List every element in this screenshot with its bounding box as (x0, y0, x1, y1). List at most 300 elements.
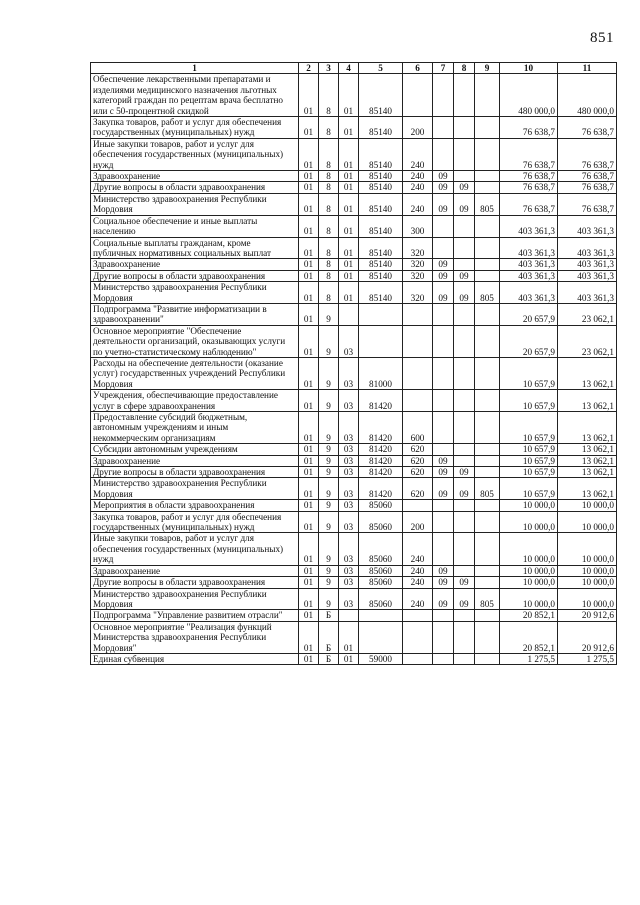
code-cell (433, 390, 454, 412)
code-cell: 620 (403, 478, 433, 500)
code-cell: 01 (299, 588, 319, 610)
code-cell: 09 (433, 478, 454, 500)
code-cell (475, 565, 500, 576)
code-cell: 03 (339, 467, 359, 478)
header-cell: 1 (91, 63, 299, 74)
table-row (91, 577, 617, 588)
code-cell: 59000 (359, 653, 403, 664)
table-body (91, 74, 617, 665)
amount-cell: 10 000,0 (500, 511, 558, 533)
table-row (91, 588, 617, 610)
code-cell: 9 (319, 533, 339, 565)
code-cell (475, 390, 500, 412)
table-row (91, 138, 617, 170)
code-cell: 85060 (359, 533, 403, 565)
code-cell: 03 (339, 511, 359, 533)
header-cell: 8 (454, 63, 475, 74)
code-cell: 240 (403, 193, 433, 215)
code-cell: 200 (403, 511, 433, 533)
amount-cell: 10 000,0 (558, 511, 617, 533)
code-cell: 8 (319, 282, 339, 304)
row-name-cell: Подпрограмма "Развитие информатизации в здравоохранении" (91, 303, 299, 325)
code-cell (475, 533, 500, 565)
row-name-cell: Единая субвенция (91, 653, 299, 664)
amount-cell: 76 638,7 (558, 171, 617, 182)
code-cell (475, 182, 500, 193)
code-cell (454, 325, 475, 357)
code-cell: 09 (433, 193, 454, 215)
code-cell: 01 (299, 467, 319, 478)
row-name-cell: Здравоохранение (91, 565, 299, 576)
row-name-cell: Мероприятия в области здравоохранения (91, 500, 299, 511)
code-cell: 85060 (359, 565, 403, 576)
budget-table (90, 62, 617, 665)
code-cell (433, 74, 454, 117)
code-cell: 240 (403, 533, 433, 565)
code-cell (359, 325, 403, 357)
code-cell: 01 (339, 621, 359, 653)
row-name-cell: Другие вопросы в области здравоохранения (91, 467, 299, 478)
code-cell: 09 (433, 270, 454, 281)
code-cell: 09 (454, 588, 475, 610)
amount-cell: 20 912,6 (558, 621, 617, 653)
row-name-cell: Здравоохранение (91, 259, 299, 270)
code-cell (475, 467, 500, 478)
code-cell (433, 500, 454, 511)
code-cell: 85140 (359, 182, 403, 193)
row-name-cell: Предоставление субсидий бюджетным, автономным учреждениям и иным некоммерческим организациям (91, 412, 299, 444)
code-cell (475, 325, 500, 357)
code-cell: 09 (433, 467, 454, 478)
amount-cell: 403 361,3 (500, 270, 558, 281)
row-name-cell: Другие вопросы в области здравоохранения (91, 577, 299, 588)
amount-cell: 10 657,9 (500, 444, 558, 455)
row-name-cell: Министерство здравоохранения Республики Мордовия (91, 282, 299, 304)
code-cell: 01 (299, 577, 319, 588)
table-row (91, 259, 617, 270)
code-cell: 9 (319, 588, 339, 610)
code-cell: 01 (299, 621, 319, 653)
code-cell: 9 (319, 325, 339, 357)
code-cell: 9 (319, 455, 339, 466)
code-cell (454, 565, 475, 576)
code-cell (454, 171, 475, 182)
code-cell: 240 (403, 565, 433, 576)
amount-cell: 76 638,7 (558, 193, 617, 215)
code-cell: 01 (299, 565, 319, 576)
amount-cell: 10 000,0 (558, 588, 617, 610)
amount-cell: 10 657,9 (500, 390, 558, 412)
amount-cell: 23 062,1 (558, 325, 617, 357)
code-cell: 8 (319, 171, 339, 182)
code-cell (454, 500, 475, 511)
header-cell: 10 (500, 63, 558, 74)
code-cell (403, 325, 433, 357)
amount-cell: 13 062,1 (558, 390, 617, 412)
code-cell: 01 (299, 117, 319, 139)
code-cell: 01 (339, 171, 359, 182)
amount-cell: 10 657,9 (500, 455, 558, 466)
row-name-cell: Здравоохранение (91, 171, 299, 182)
code-cell (433, 444, 454, 455)
code-cell (433, 325, 454, 357)
code-cell: 9 (319, 357, 339, 389)
code-cell (359, 621, 403, 653)
row-name-cell: Здравоохранение (91, 455, 299, 466)
code-cell: 9 (319, 412, 339, 444)
amount-cell: 23 062,1 (558, 303, 617, 325)
table-row (91, 467, 617, 478)
code-cell (454, 511, 475, 533)
amount-cell: 403 361,3 (558, 237, 617, 259)
code-cell: 85140 (359, 117, 403, 139)
code-cell: 01 (339, 138, 359, 170)
code-cell: 01 (299, 455, 319, 466)
code-cell: 03 (339, 325, 359, 357)
header-cell: 3 (319, 63, 339, 74)
code-cell: 01 (299, 270, 319, 281)
code-cell: 09 (454, 467, 475, 478)
code-cell: 01 (339, 653, 359, 664)
code-cell: 03 (339, 478, 359, 500)
code-cell: 03 (339, 444, 359, 455)
row-name-cell: Расходы на обеспечение деятельности (оказание услуг) государственных учреждений Республики Мордовия (91, 357, 299, 389)
code-cell: 01 (299, 182, 319, 193)
code-cell: 09 (433, 455, 454, 466)
code-cell: 01 (339, 193, 359, 215)
table-row (91, 303, 617, 325)
table-row (91, 74, 617, 117)
code-cell: 240 (403, 138, 433, 170)
row-name-cell: Иные закупки товаров, работ и услуг для обеспечения государственных (муниципальных) нужд (91, 533, 299, 565)
code-cell: 85140 (359, 74, 403, 117)
code-cell: 620 (403, 444, 433, 455)
code-cell: 01 (299, 237, 319, 259)
code-cell: 8 (319, 117, 339, 139)
amount-cell: 10 000,0 (500, 533, 558, 565)
code-cell (359, 303, 403, 325)
code-cell: 01 (299, 303, 319, 325)
code-cell (454, 74, 475, 117)
amount-cell: 480 000,0 (558, 74, 617, 117)
code-cell (475, 444, 500, 455)
code-cell: 01 (339, 74, 359, 117)
header-cell: 2 (299, 63, 319, 74)
code-cell: Б (319, 621, 339, 653)
amount-cell: 76 638,7 (500, 182, 558, 193)
amount-cell: 76 638,7 (500, 117, 558, 139)
code-cell: 09 (433, 259, 454, 270)
code-cell (475, 138, 500, 170)
code-cell: 01 (299, 610, 319, 621)
code-cell: 01 (299, 325, 319, 357)
row-name-cell: Основное мероприятие "Обеспечение деятельности организаций, оказывающих услуги по учетно-статистическому наблюдению" (91, 325, 299, 357)
code-cell: 81420 (359, 444, 403, 455)
amount-cell: 76 638,7 (500, 138, 558, 170)
code-cell: 85060 (359, 577, 403, 588)
code-cell: 85140 (359, 270, 403, 281)
code-cell: 01 (299, 653, 319, 664)
code-cell: 81420 (359, 455, 403, 466)
code-cell: 620 (403, 455, 433, 466)
code-cell: 320 (403, 270, 433, 281)
table-row (91, 412, 617, 444)
code-cell: 81420 (359, 467, 403, 478)
header-row (91, 63, 617, 74)
code-cell: 320 (403, 259, 433, 270)
row-name-cell: Закупка товаров, работ и услуг для обеспечения государственных (муниципальных) нужд (91, 117, 299, 139)
code-cell: 01 (299, 193, 319, 215)
code-cell (433, 533, 454, 565)
amount-cell: 10 000,0 (558, 577, 617, 588)
code-cell: 09 (433, 588, 454, 610)
code-cell (433, 357, 454, 389)
code-cell: 09 (433, 182, 454, 193)
table-row (91, 325, 617, 357)
code-cell: 09 (433, 171, 454, 182)
table-row (91, 565, 617, 576)
code-cell (475, 610, 500, 621)
amount-cell: 13 062,1 (558, 478, 617, 500)
code-cell (454, 117, 475, 139)
code-cell (475, 500, 500, 511)
code-cell (433, 653, 454, 664)
code-cell (454, 610, 475, 621)
table-row (91, 621, 617, 653)
code-cell: 8 (319, 182, 339, 193)
amount-cell: 10 657,9 (500, 467, 558, 478)
row-name-cell: Социальные выплаты гражданам, кроме публичных нормативных социальных выплат (91, 237, 299, 259)
table-row (91, 282, 617, 304)
code-cell (475, 511, 500, 533)
code-cell: 01 (299, 259, 319, 270)
amount-cell: 403 361,3 (500, 237, 558, 259)
header-cell: 11 (558, 63, 617, 74)
code-cell (475, 653, 500, 664)
code-cell: 01 (299, 533, 319, 565)
code-cell: 03 (339, 455, 359, 466)
code-cell (454, 259, 475, 270)
code-cell (339, 610, 359, 621)
code-cell: 01 (299, 171, 319, 182)
code-cell: 9 (319, 565, 339, 576)
code-cell: 85140 (359, 171, 403, 182)
amount-cell: 10 657,9 (500, 357, 558, 389)
code-cell: 01 (339, 259, 359, 270)
code-cell (475, 259, 500, 270)
table-row (91, 533, 617, 565)
row-name-cell: Обеспечение лекарственными препаратами и изделиями медицинского назначения льготных категорий граждан по рецептам врача бесплатно или с 50-процентной скидкой (91, 74, 299, 117)
code-cell (454, 621, 475, 653)
code-cell (433, 511, 454, 533)
code-cell: 01 (339, 282, 359, 304)
code-cell (403, 653, 433, 664)
amount-cell: 1 275,5 (558, 653, 617, 664)
amount-cell: 76 638,7 (558, 117, 617, 139)
row-name-cell: Учреждения, обеспечивающие предоставление услуг в сфере здравоохранения (91, 390, 299, 412)
code-cell (475, 270, 500, 281)
amount-cell: 76 638,7 (500, 171, 558, 182)
code-cell: 240 (403, 588, 433, 610)
code-cell: 03 (339, 565, 359, 576)
code-cell: Б (319, 653, 339, 664)
code-cell (339, 303, 359, 325)
code-cell: 03 (339, 500, 359, 511)
amount-cell: 20 657,9 (500, 325, 558, 357)
table-row (91, 455, 617, 466)
code-cell: 8 (319, 259, 339, 270)
code-cell (475, 621, 500, 653)
code-cell (454, 653, 475, 664)
amount-cell: 10 000,0 (558, 565, 617, 576)
amount-cell: 20 852,1 (500, 621, 558, 653)
code-cell: 320 (403, 282, 433, 304)
code-cell: 200 (403, 117, 433, 139)
code-cell: 9 (319, 390, 339, 412)
code-cell (475, 215, 500, 237)
code-cell: 9 (319, 577, 339, 588)
code-cell (454, 215, 475, 237)
code-cell: 85140 (359, 259, 403, 270)
row-name-cell: Основное мероприятие "Реализация функций Министерства здравоохранения Республики Мордовия" (91, 621, 299, 653)
amount-cell: 13 062,1 (558, 455, 617, 466)
code-cell: 9 (319, 303, 339, 325)
code-cell: 01 (299, 357, 319, 389)
code-cell: 09 (454, 478, 475, 500)
code-cell: 805 (475, 282, 500, 304)
row-name-cell: Другие вопросы в области здравоохранения (91, 182, 299, 193)
header-cell: 5 (359, 63, 403, 74)
code-cell: 85140 (359, 215, 403, 237)
table-row (91, 270, 617, 281)
header-cell: 4 (339, 63, 359, 74)
amount-cell: 13 062,1 (558, 444, 617, 455)
table-row (91, 357, 617, 389)
table-row (91, 500, 617, 511)
table-row (91, 171, 617, 182)
code-cell: 01 (339, 117, 359, 139)
amount-cell: 10 657,9 (500, 478, 558, 500)
code-cell: 09 (454, 193, 475, 215)
table-row (91, 182, 617, 193)
code-cell (475, 577, 500, 588)
amount-cell: 20 657,9 (500, 303, 558, 325)
amount-cell: 10 657,9 (500, 412, 558, 444)
code-cell: 81420 (359, 412, 403, 444)
code-cell (454, 533, 475, 565)
amount-cell: 403 361,3 (558, 270, 617, 281)
code-cell: 240 (403, 577, 433, 588)
code-cell (403, 500, 433, 511)
amount-cell: 20 912,6 (558, 610, 617, 621)
row-name-cell: Подпрограмма "Управление развитием отрасли" (91, 610, 299, 621)
code-cell (454, 412, 475, 444)
table-row (91, 193, 617, 215)
code-cell: 805 (475, 193, 500, 215)
code-cell (475, 303, 500, 325)
code-cell (475, 455, 500, 466)
code-cell: 81000 (359, 357, 403, 389)
code-cell: 9 (319, 511, 339, 533)
code-cell: Б (319, 610, 339, 621)
amount-cell: 403 361,3 (558, 282, 617, 304)
code-cell: 01 (339, 237, 359, 259)
amount-cell: 10 000,0 (558, 500, 617, 511)
code-cell (475, 171, 500, 182)
row-name-cell: Министерство здравоохранения Республики Мордовия (91, 193, 299, 215)
code-cell: 01 (299, 282, 319, 304)
code-cell: 01 (339, 215, 359, 237)
table-row (91, 117, 617, 139)
code-cell: 01 (339, 182, 359, 193)
table-row (91, 444, 617, 455)
code-cell: 85060 (359, 588, 403, 610)
code-cell: 81420 (359, 390, 403, 412)
amount-cell: 480 000,0 (500, 74, 558, 117)
row-name-cell: Министерство здравоохранения Республики Мордовия (91, 478, 299, 500)
code-cell: 85140 (359, 138, 403, 170)
code-cell (403, 303, 433, 325)
code-cell: 81420 (359, 478, 403, 500)
code-cell: 01 (339, 270, 359, 281)
code-cell (403, 621, 433, 653)
code-cell: 8 (319, 193, 339, 215)
code-cell: 01 (299, 412, 319, 444)
table-row (91, 478, 617, 500)
code-cell: 805 (475, 478, 500, 500)
code-cell (475, 117, 500, 139)
page-number: 851 (590, 30, 614, 46)
code-cell: 240 (403, 171, 433, 182)
code-cell: 09 (454, 270, 475, 281)
code-cell: 8 (319, 237, 339, 259)
code-cell (433, 610, 454, 621)
table-row (91, 237, 617, 259)
table-row (91, 653, 617, 664)
code-cell: 01 (299, 478, 319, 500)
code-cell (454, 303, 475, 325)
code-cell: 240 (403, 182, 433, 193)
amount-cell: 1 275,5 (500, 653, 558, 664)
code-cell (433, 621, 454, 653)
code-cell: 85140 (359, 282, 403, 304)
code-cell: 01 (299, 215, 319, 237)
code-cell (403, 390, 433, 412)
table-row (91, 511, 617, 533)
amount-cell: 403 361,3 (500, 282, 558, 304)
code-cell: 09 (433, 565, 454, 576)
code-cell (475, 74, 500, 117)
code-cell: 01 (299, 138, 319, 170)
code-cell (403, 357, 433, 389)
code-cell (403, 74, 433, 117)
header-cell: 7 (433, 63, 454, 74)
code-cell: 9 (319, 467, 339, 478)
code-cell (359, 610, 403, 621)
code-cell (403, 610, 433, 621)
code-cell: 85140 (359, 193, 403, 215)
code-cell: 85140 (359, 237, 403, 259)
code-cell: 09 (433, 577, 454, 588)
code-cell: 9 (319, 444, 339, 455)
code-cell: 8 (319, 74, 339, 117)
table-row (91, 215, 617, 237)
code-cell (454, 444, 475, 455)
code-cell (433, 237, 454, 259)
code-cell: 03 (339, 588, 359, 610)
code-cell: 320 (403, 237, 433, 259)
code-cell: 01 (299, 500, 319, 511)
